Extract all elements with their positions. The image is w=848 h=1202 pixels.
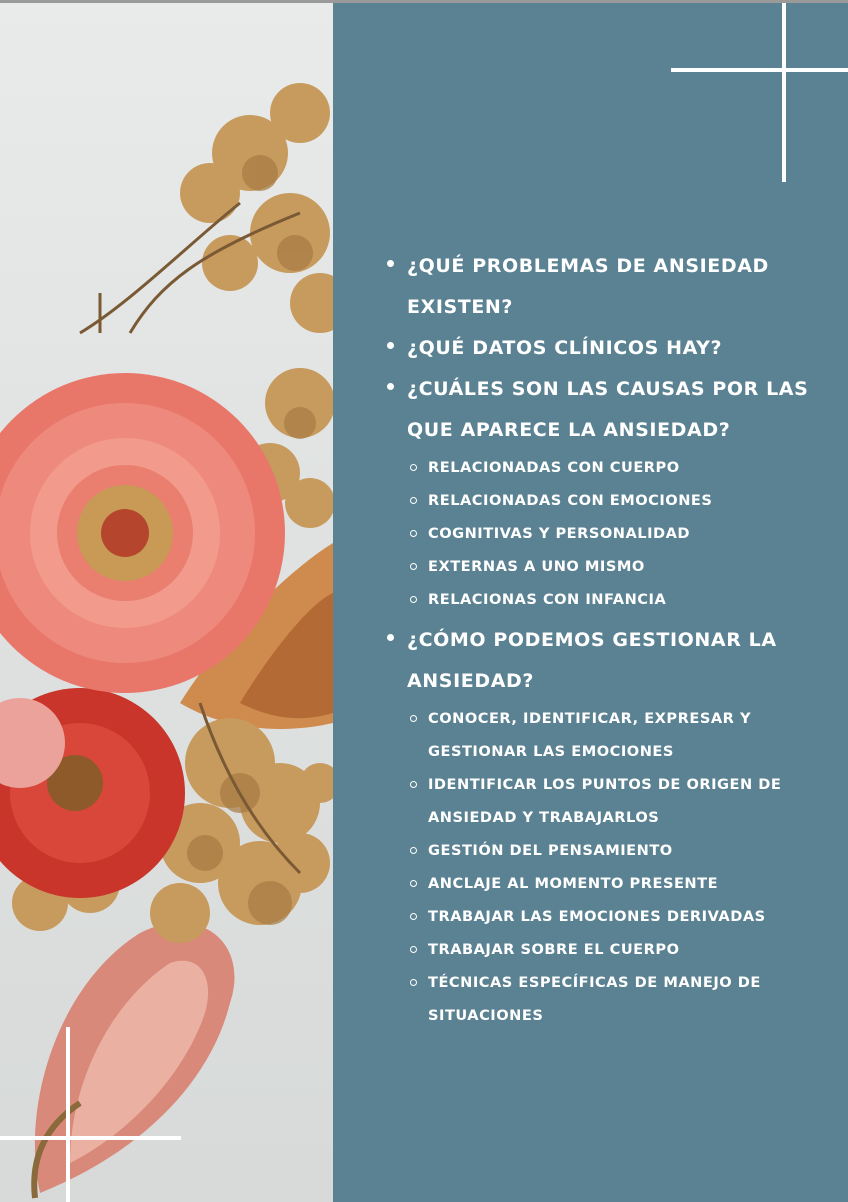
subtopic-item: COGNITIVAS Y PERSONALIDAD [407, 517, 826, 550]
decorative-cross-horizontal [671, 68, 848, 72]
subtopic-item: GESTIÓN DEL PENSAMIENTO [407, 834, 826, 867]
circle-bullet-icon [410, 464, 417, 471]
circle-bullet-icon [410, 979, 417, 986]
subtopic-item: TRABAJAR SOBRE EL CUERPO [407, 933, 826, 966]
circle-bullet-icon [410, 880, 417, 887]
circle-bullet-icon [410, 530, 417, 537]
bullet-icon [387, 342, 394, 349]
circle-bullet-icon [410, 913, 417, 920]
topic-title: ¿CÓMO PODEMOS GESTIONAR LA ANSIEDAD? [407, 629, 777, 692]
outline-list [386, 246, 826, 1036]
circle-bullet-icon [410, 781, 417, 788]
circle-bullet-icon [410, 563, 417, 570]
bullet-icon [387, 260, 394, 267]
subtopic-item: RELACIONADAS CON EMOCIONES [407, 484, 826, 517]
subtopic-list [407, 451, 826, 616]
subtopic-item: EXTERNAS A UNO MISMO [407, 550, 826, 583]
decorative-cross-vertical [66, 1027, 70, 1202]
circle-bullet-icon [410, 497, 417, 504]
topic-item [386, 369, 826, 616]
subtopic-item: CONOCER, IDENTIFICAR, EXPRESAR Y GESTIONAR LAS EMOCIONES [407, 702, 826, 768]
circle-bullet-icon [410, 946, 417, 953]
pink-zinnia-center-dark [101, 509, 149, 557]
flower-arrangement-image [0, 3, 333, 1202]
topic-title: ¿QUÉ PROBLEMAS DE ANSIEDAD EXISTEN? [407, 255, 769, 318]
topic-list [386, 246, 826, 1032]
subtopic-item: ANCLAJE AL MOMENTO PRESENTE [407, 867, 826, 900]
bullet-icon [387, 383, 394, 390]
subtopic-item: RELACIONADAS CON CUERPO [407, 451, 826, 484]
subtopic-item: IDENTIFICAR LOS PUNTOS DE ORIGEN DE ANSIEDAD Y TRABAJARLOS [407, 768, 826, 834]
topic-item [386, 328, 826, 369]
subtopic-list [407, 702, 826, 1032]
decorative-cross-vertical [782, 3, 786, 182]
decorative-cross-horizontal [0, 1136, 181, 1140]
topic-item [386, 620, 826, 1032]
topic-item [386, 246, 826, 328]
bullet-icon [387, 634, 394, 641]
topic-title: ¿CUÁLES SON LAS CAUSAS POR LAS QUE APARECE LA ANSIEDAD? [407, 378, 809, 441]
subtopic-item: RELACIONAS CON INFANCIA [407, 583, 826, 616]
subtopic-item: TÉCNICAS ESPECÍFICAS DE MANEJO DE SITUACIONES [407, 966, 826, 1032]
circle-bullet-icon [410, 596, 417, 603]
circle-bullet-icon [410, 847, 417, 854]
topic-title: ¿QUÉ DATOS CLÍNICOS HAY? [407, 337, 723, 359]
subtopic-item: TRABAJAR LAS EMOCIONES DERIVADAS [407, 900, 826, 933]
circle-bullet-icon [410, 715, 417, 722]
